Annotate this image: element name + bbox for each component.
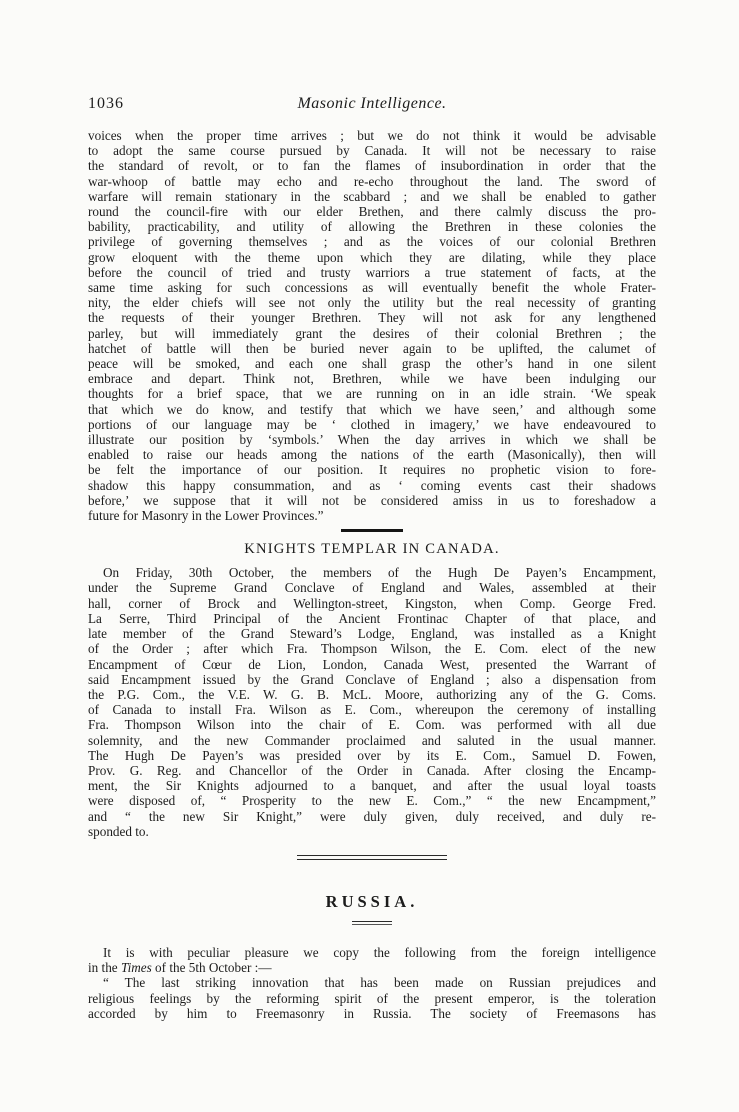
- text-line: accorded by him to Freemasonry in Russia. The society of Freemasons has: [88, 1005, 656, 1021]
- text-line: thoughts for a brief space, that we are running on in an idle strain. ‘We speak: [88, 386, 656, 402]
- text-line: It is with peculiar pleasure we copy the following from the foreign intelligence: [103, 944, 656, 960]
- text-line: voices when the proper time arrives ; but we do not think it would be advisable: [88, 128, 656, 143]
- text-line: On Friday, 30th October, the members of the Hugh De Payen’s Encampment,: [103, 565, 656, 581]
- running-header: [88, 95, 656, 113]
- text-block: [88, 95, 656, 1021]
- text-line: that which we do know, and testify that which we have seen,’ and although some: [88, 401, 656, 417]
- text-line: to adopt the same course pursued by Canada. It will not be necessary to raise: [88, 143, 656, 159]
- knights-templar-paragraph: [88, 565, 656, 839]
- text-line: the requests of their younger Brethren. They will not ask for any lengthened: [88, 310, 656, 326]
- section-heading-russia: RUSSIA.: [325, 891, 419, 911]
- heading-underline: [352, 921, 392, 925]
- text-line: before the council of tried and trusty warriors a true statement of facts, at the: [88, 264, 656, 280]
- text-line: of Canada to install Fra. Wilson as E. Com., whereupon the ceremony of installing: [88, 702, 656, 718]
- text-line: same time asking for such concessions as will eventually benefit the whole Frater-: [88, 280, 656, 296]
- text-line: portions of our language may be ‘ clothed in imagery,’ we have endeavoured to: [88, 416, 656, 432]
- text-line: nity, the elder chiefs will see not only the utility but the real necessity of granting: [88, 295, 656, 311]
- text-line: illustrate our position by ‘symbols.’ When the day arrives in which we shall be: [88, 432, 656, 448]
- section-divider: [341, 529, 403, 532]
- text-line: privilege of governing themselves ; and as the voices of our colonial Brethren: [88, 234, 656, 250]
- text-line: shadow this happy consummation, and as ‘ coming events cast their shadows: [88, 477, 656, 493]
- text-line: and “ the new Sir Knight,” were duly given, duly received, and duly re-: [88, 808, 656, 824]
- text-line: war-whoop of battle may echo and re-echo throughout the land. The sword of: [88, 173, 656, 189]
- text-line: The Hugh De Payen’s was presided over by its E. Com., Samuel D. Fowen,: [88, 747, 656, 763]
- text-line: La Serre, Third Principal of the Ancient Frontinac Chapter of that place, and: [88, 610, 656, 626]
- text-line: the P.G. Com., the V.E. W. G. B. McL. Moore, authorizing any of the G. Coms.: [88, 686, 656, 702]
- text-line: religious feelings by the reforming spirit of the present emperor, is the toleration: [88, 990, 656, 1006]
- text-line: warfare will remain stationary in the scabbard ; and we shall be enabled to gather: [88, 188, 656, 204]
- russia-paragraph-quote: [88, 975, 656, 1021]
- text-line: be felt the importance of our position. It requires no prophetic vision to fore-: [88, 462, 656, 478]
- running-title: Masonic Intelligence.: [297, 95, 447, 112]
- text-line: round the council-fire with our elder Brethen, and there calmly discuss the pro-: [88, 204, 656, 220]
- text-line: before,’ we suppose that it will not be considered amiss in us to foreshadow a: [88, 492, 656, 508]
- text-line: hatchet of battle will then be buried never again to be uplifted, the calumet of: [88, 340, 656, 356]
- text-line: in the Times of the 5th October :—: [88, 960, 272, 976]
- text-line: Prov. G. Reg. and Chancellor of the Order in Canada. After closing the Encamp-: [88, 762, 656, 778]
- text-line: future for Masonry in the Lower Provinces.”: [88, 508, 324, 524]
- text-line: hall, corner of Brock and Wellington-street, Kingston, when Comp. George Fred.: [88, 595, 656, 611]
- text-line: sponded to.: [88, 823, 149, 839]
- text-line: Fra. Thompson Wilson into the chair of E. Com. was performed with all due: [88, 717, 656, 733]
- text-line: peace will be smoked, and each one shall grasp the other’s hand in one silent: [88, 356, 656, 372]
- text-line: said Encampment issued by the Grand Conclave of England ; also a dispensation from: [88, 671, 656, 687]
- text-line: under the Supreme Grand Conclave of England and Wales, assembled at their: [88, 580, 656, 596]
- text-line: of the Order ; after which Fra. Thompson Wilson, the E. Com. elect of the new: [88, 641, 656, 657]
- page-number: 1036: [88, 95, 124, 112]
- section-heading-knights-templar: KNIGHTS TEMPLAR IN CANADA.: [244, 541, 500, 558]
- continuation-paragraph: [88, 128, 656, 523]
- text-line: the standard of revolt, or to fan the flames of insubordination in order that the: [88, 158, 656, 174]
- text-line: bability, practicability, and utility of allowing the Brethren in these colonies the: [88, 219, 656, 235]
- article-divider: [297, 855, 447, 860]
- text-line: Encampment of Cœur de Lion, London, Canada West, presented the Warrant of: [88, 656, 656, 672]
- text-line: were disposed of, “ Prosperity to the new E. Com.,” “ the new Encampment,”: [88, 793, 656, 809]
- text-line: “ The last striking innovation that has been made on Russian prejudices and: [103, 975, 656, 991]
- text-line: late member of the Grand Steward’s Lodge, England, was installed as a Knight: [88, 626, 656, 642]
- text-line: enabled to raise our heads among the nations of the earth (Masonically), then will: [88, 447, 656, 463]
- text-line: grow eloquent with the theme upon which they are dilating, while they place: [88, 249, 656, 265]
- text-line: solemnity, and the new Commander proclaimed and saluted in the usual manner.: [88, 732, 656, 748]
- text-line: ment, the Sir Knights adjourned to a banquet, and after the usual loyal toasts: [88, 778, 656, 794]
- text-line: parley, but will immediately grant the desires of their colonial Brethren ; the: [88, 325, 656, 341]
- text-line: embrace and depart. Think not, Brethren, while we have been indulging our: [88, 371, 656, 387]
- russia-paragraph-intro: [88, 945, 656, 975]
